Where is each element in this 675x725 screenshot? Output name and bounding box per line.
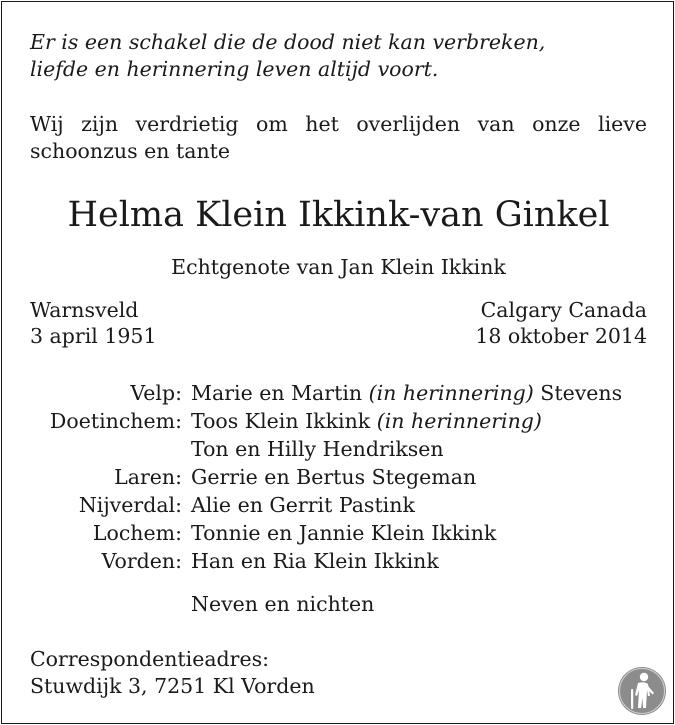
family-member-name: Gerrie en Bertus Stegeman bbox=[191, 465, 477, 489]
death-date: 18 oktober 2014 bbox=[475, 324, 647, 348]
family-member-name: Alie en Gerrit Pastink bbox=[191, 493, 415, 517]
extra-family: Neven en nichten bbox=[191, 592, 375, 616]
family-member-name: Marie en Martin bbox=[191, 381, 369, 405]
family-member-name: Ton en Hilly Hendriksen bbox=[191, 437, 444, 461]
family-names bbox=[191, 407, 542, 435]
death-place: Calgary Canada bbox=[480, 298, 647, 322]
correspondence-label: Correspondentieadres: bbox=[30, 647, 270, 671]
obituary-card bbox=[1, 1, 674, 724]
family-city: Doetinchem: bbox=[49, 409, 182, 433]
family-names bbox=[191, 435, 444, 463]
family-city: Nijverdal: bbox=[78, 493, 182, 517]
intro-line-2: schoonzus en tante bbox=[30, 139, 231, 163]
family-member-note: (in herinnering) bbox=[368, 381, 534, 405]
deceased-name: Helma Klein Ikkink-van Ginkel bbox=[67, 195, 610, 235]
family-city: Vorden: bbox=[101, 549, 182, 573]
spouse-line: Echtgenote van Jan Klein Ikkink bbox=[171, 255, 506, 279]
family-city: Lochem: bbox=[92, 521, 182, 545]
family-names bbox=[191, 491, 415, 519]
poem-line-2: liefde en herinnering leven altijd voort. bbox=[30, 57, 439, 81]
memorial-figure-icon bbox=[617, 666, 667, 716]
family-names bbox=[191, 379, 622, 407]
intro-line-1: Wij zijn verdrietig om het overlijden van onze lieve bbox=[30, 112, 647, 136]
family-names bbox=[191, 463, 476, 491]
poem-line-1: Er is een schakel die de dood niet kan verbreken, bbox=[30, 30, 546, 54]
birth-date: 3 april 1951 bbox=[30, 324, 157, 348]
correspondence-address: Stuwdijk 3, 7251 Kl Vorden bbox=[30, 674, 315, 698]
family-names bbox=[191, 547, 439, 575]
family-names bbox=[191, 519, 496, 547]
family-member-name: Han en Ria Klein Ikkink bbox=[191, 549, 439, 573]
family-city: Velp: bbox=[130, 381, 182, 405]
family-city: Laren: bbox=[114, 465, 182, 489]
family-member-name: Tonnie en Jannie Klein Ikkink bbox=[191, 521, 497, 545]
family-member-note: (in herinnering) bbox=[376, 409, 542, 433]
family-member-name: Toos Klein Ikkink bbox=[191, 409, 377, 433]
family-member-suffix: Stevens bbox=[533, 381, 623, 405]
birth-place: Warnsveld bbox=[30, 298, 139, 322]
